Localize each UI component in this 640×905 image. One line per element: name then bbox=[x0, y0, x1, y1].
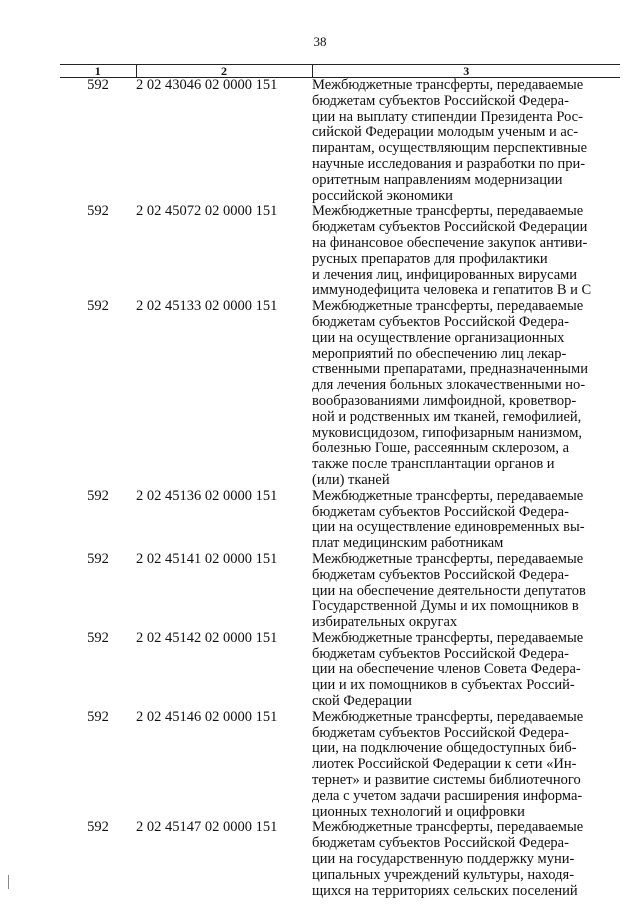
description-line: для лечения больных злокачественными но- bbox=[312, 377, 586, 394]
budget-classification-code-cell: 2 02 45133 02 0000 151 bbox=[136, 298, 278, 315]
admin-code-cell: 592 bbox=[87, 629, 109, 646]
column-header-3: 3 bbox=[312, 65, 620, 78]
budget-classification-code-cell: 2 02 45136 02 0000 151 bbox=[136, 487, 278, 504]
description-line: оритетным направлениям модернизации bbox=[312, 171, 563, 188]
description-line: бюджетам субъектов Российской Федера- bbox=[312, 724, 569, 741]
description-line: Межбюджетные трансферты, передаваемые bbox=[312, 77, 584, 93]
admin-code-cell: 592 bbox=[87, 298, 109, 315]
admin-code-cell: 592 bbox=[87, 819, 109, 836]
margin-mark bbox=[8, 875, 9, 889]
budget-classification-code-cell: 2 02 45142 02 0000 151 bbox=[136, 629, 278, 646]
table-row bbox=[60, 204, 620, 299]
revenue-description-cell bbox=[312, 78, 620, 205]
table-row bbox=[60, 489, 620, 552]
admin-code-cell: 592 bbox=[87, 550, 109, 567]
table-header-row bbox=[60, 65, 620, 78]
admin-code-cell: 592 bbox=[87, 203, 109, 220]
description-line: Государственной Думы и их помощников в bbox=[312, 598, 579, 615]
description-line: ции и их помощников в субъектах Россий- bbox=[312, 677, 575, 694]
budget-classification-code-cell: 2 02 45146 02 0000 151 bbox=[136, 708, 278, 725]
description-line: ции, на подключение общедоступных биб- bbox=[312, 740, 577, 757]
description-line: российской экономики bbox=[312, 187, 453, 204]
description-line: бюджетам субъектов Российской Федера- bbox=[312, 92, 569, 109]
description-line: научные исследования и разработки по при- bbox=[312, 155, 586, 172]
budget-classification-code-cell: 2 02 45141 02 0000 151 bbox=[136, 550, 278, 567]
description-line: Межбюджетные трансферты, передаваемые bbox=[312, 819, 584, 836]
budget-classification-code-cell: 2 02 43046 02 0000 151 bbox=[136, 77, 278, 93]
description-line: болезнью Гоше, рассеянным склерозом, а bbox=[312, 440, 570, 457]
description-line: дела с учетом задачи расширения информа- bbox=[312, 787, 583, 804]
description-line: плат медицинским работникам bbox=[312, 535, 504, 552]
description-line: Межбюджетные трансферты, передаваемые bbox=[312, 298, 584, 315]
column-header-2: 2 bbox=[136, 65, 312, 78]
column-header-1: 1 bbox=[60, 65, 136, 78]
description-line: бюджетам субъектов Российской Федера- bbox=[312, 313, 569, 330]
description-line: и лечения лиц, инфицированных вирусами bbox=[312, 266, 578, 283]
revenue-description-cell bbox=[312, 820, 620, 899]
table-row bbox=[60, 78, 620, 205]
description-line: бюджетам субъектов Российской Федера- bbox=[312, 503, 569, 520]
description-line: ционных технологий и оцифровки bbox=[312, 803, 525, 820]
description-line: щихся на территориях сельских поселений bbox=[312, 882, 578, 899]
revenue-description-cell bbox=[312, 204, 620, 299]
description-line: на финансовое обеспечение закупок антиви- bbox=[312, 234, 588, 251]
budget-codes-table-wrapper bbox=[60, 64, 620, 899]
description-line: Межбюджетные трансферты, передаваемые bbox=[312, 203, 584, 220]
table-header bbox=[60, 65, 620, 78]
description-line: муковисцидозом, гипофизарным нанизмом, bbox=[312, 424, 582, 441]
description-line: бюджетам субъектов Российской Федера- bbox=[312, 645, 569, 662]
page-number: 38 bbox=[313, 34, 327, 49]
description-line: вообразованиями лимфоидной, кроветвор- bbox=[312, 392, 577, 409]
table-row bbox=[60, 552, 620, 631]
table-row bbox=[60, 299, 620, 489]
description-line: ственными препаратами, предназначенными bbox=[312, 361, 588, 378]
description-line: ной и родственных им тканей, гемофилией, bbox=[312, 408, 582, 425]
description-line: Межбюджетные трансферты, передаваемые bbox=[312, 550, 584, 567]
description-line: ции на выплату стипендии Президента Рос- bbox=[312, 108, 583, 125]
admin-code-cell: 592 bbox=[87, 77, 109, 93]
admin-code-cell: 592 bbox=[87, 708, 109, 725]
revenue-description-cell bbox=[312, 552, 620, 631]
description-line: сийской Федерации молодым ученым и ас- bbox=[312, 124, 579, 141]
description-line: ции на обеспечение членов Совета Федера- bbox=[312, 661, 581, 678]
admin-code-cell: 592 bbox=[87, 487, 109, 504]
description-line: ции на осуществление единовременных вы- bbox=[312, 519, 585, 536]
budget-classification-code-cell: 2 02 45147 02 0000 151 bbox=[136, 819, 278, 836]
revenue-description-cell bbox=[312, 631, 620, 710]
description-line: также после трансплантации органов и bbox=[312, 456, 555, 473]
description-line: лиотек Российской Федерации к сети «Ин- bbox=[312, 756, 577, 773]
description-line: ской Федерации bbox=[312, 693, 412, 710]
description-line: ции на осуществление организационных bbox=[312, 329, 565, 346]
description-line: бюджетам субъектов Российской Федерации bbox=[312, 219, 588, 236]
revenue-description-cell bbox=[312, 489, 620, 552]
description-line: Межбюджетные трансферты, передаваемые bbox=[312, 708, 584, 725]
description-line: мероприятий по обеспечению лиц лекар- bbox=[312, 345, 567, 362]
description-line: ции на государственную поддержку муни- bbox=[312, 851, 575, 868]
table-body bbox=[60, 78, 620, 900]
description-line: ципальных учреждений культуры, находя- bbox=[312, 866, 575, 883]
description-line: тернет» и развитие системы библиотечного bbox=[312, 772, 581, 789]
description-line: избирательных округах bbox=[312, 614, 458, 631]
description-line: (или) тканей bbox=[312, 471, 390, 488]
description-line: ции на обеспечение деятельности депутатов bbox=[312, 582, 586, 599]
revenue-description-cell bbox=[312, 299, 620, 489]
description-line: бюджетам субъектов Российской Федера- bbox=[312, 835, 569, 852]
table-row bbox=[60, 631, 620, 710]
description-line: пирантам, осуществляющим перспективные bbox=[312, 140, 588, 157]
description-line: русных препаратов для профилактики bbox=[312, 250, 548, 267]
revenue-description-cell bbox=[312, 710, 620, 821]
budget-classification-code-cell: 2 02 45072 02 0000 151 bbox=[136, 203, 278, 220]
table-row bbox=[60, 710, 620, 821]
budget-codes-table bbox=[60, 64, 620, 899]
table-row bbox=[60, 820, 620, 899]
description-line: иммунодефицита человека и гепатитов В и С bbox=[312, 282, 592, 299]
description-line: Межбюджетные трансферты, передаваемые bbox=[312, 487, 584, 504]
description-line: Межбюджетные трансферты, передаваемые bbox=[312, 629, 584, 646]
description-line: бюджетам субъектов Российской Федера- bbox=[312, 566, 569, 583]
